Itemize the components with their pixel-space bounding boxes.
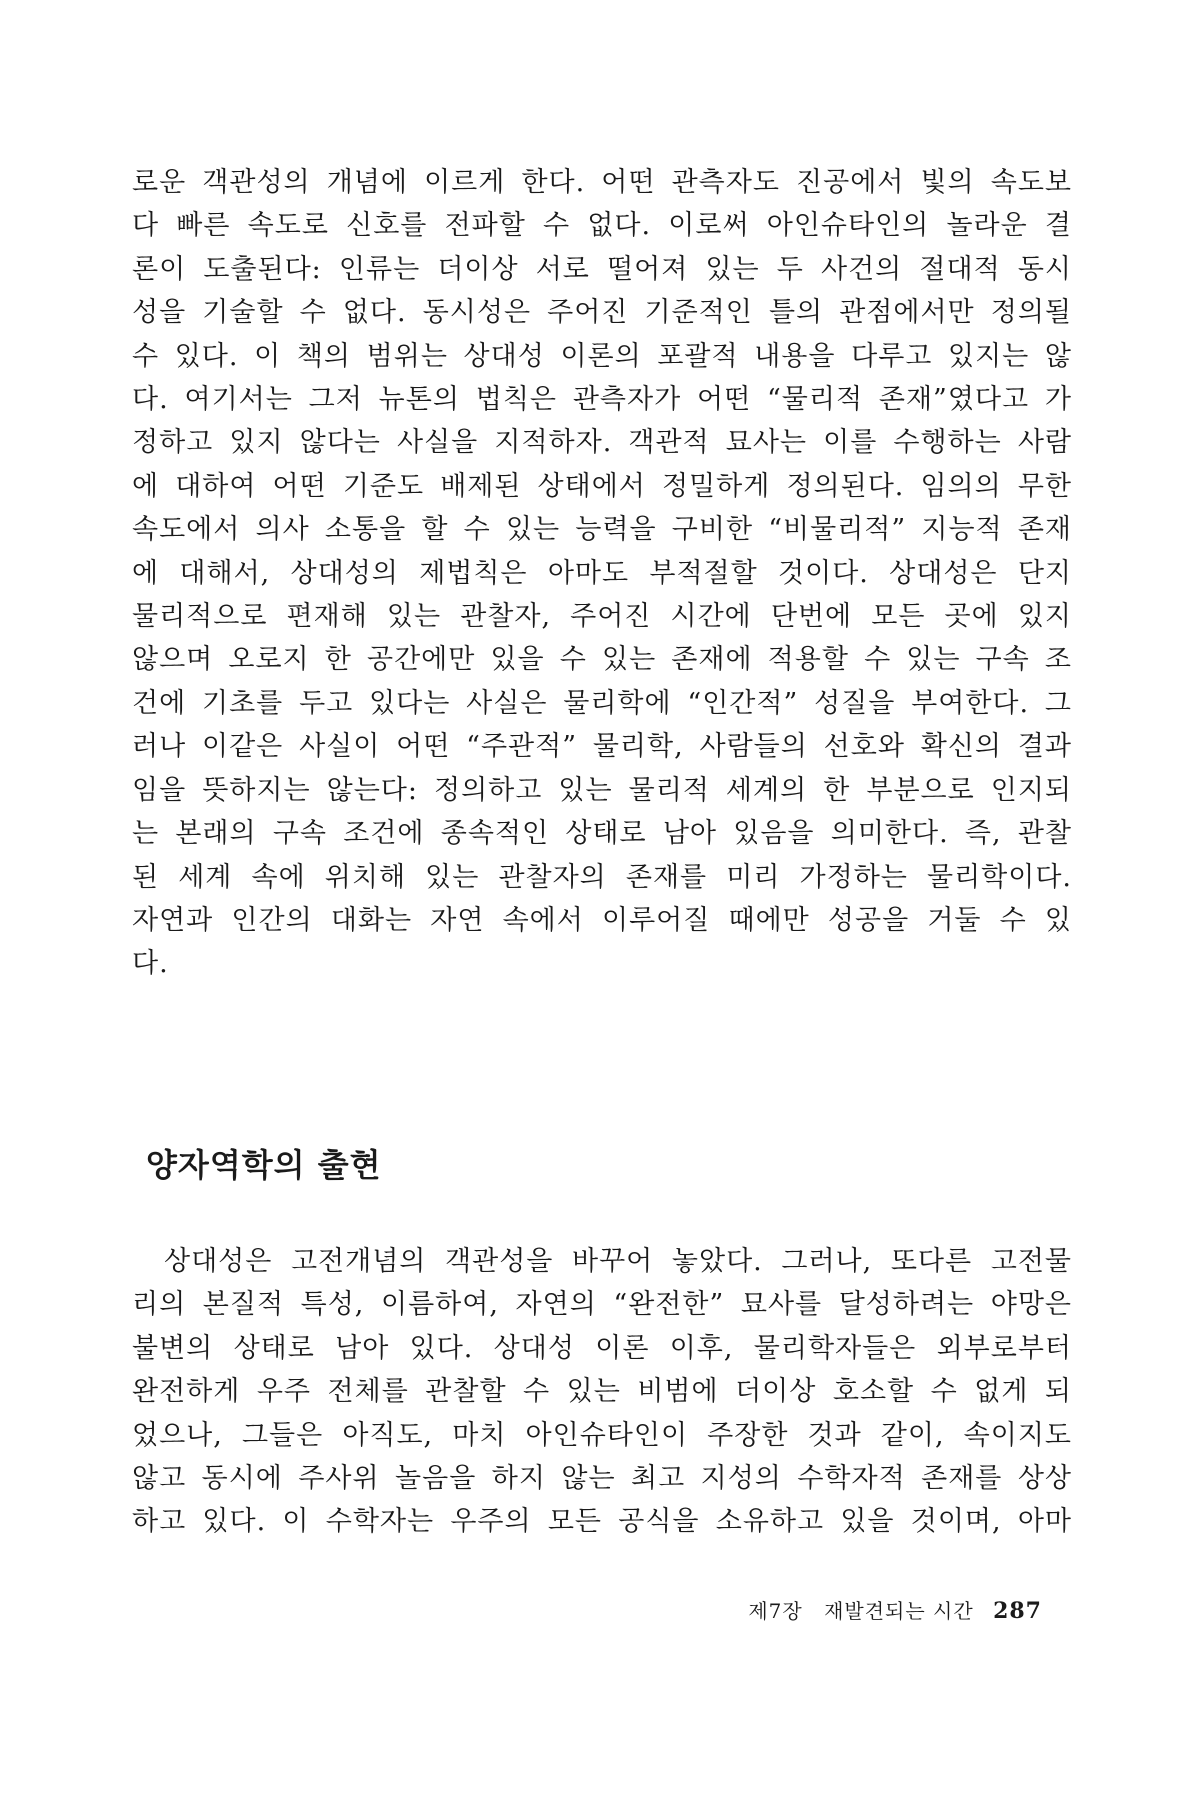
text-line: 불변의 상태로 남아 있다. 상대성 이론 이후, 물리학자들은 외부로부터 (132, 1332, 1072, 1364)
text-line: 상대성은 고전개념의 객관성을 바꾸어 놓았다. 그러나, 또다른 고전물 (164, 1246, 1072, 1277)
text-line: 에 대해서, 상대성의 제법칙은 아마도 부적절할 것이다. 상대성은 단지 (132, 557, 1072, 589)
text-line: 로운 객관성의 개념에 이르게 한다. 어떤 관측자도 진공에서 빛의 속도보 (132, 167, 1072, 198)
footer-chapter-title: 재발견되는 시간 (824, 1599, 974, 1623)
text-line: 정하고 있지 않다는 사실을 지적하자. 객관적 묘사는 이를 수행하는 사람 (132, 427, 1072, 459)
footer-chapter: 제7장 (748, 1599, 803, 1623)
text-line: 된 세계 속에 위치해 있는 관찰자의 존재를 미리 가정하는 물리학이다. (132, 861, 1072, 893)
text-line: 물리적으로 편재해 있는 관찰자, 주어진 시간에 단번에 모든 곳에 있지 (132, 601, 1072, 633)
section-heading: 양자역학의 출현 (146, 1146, 382, 1184)
page-number: 287 (993, 1598, 1042, 1624)
text-line: 하고 있다. 이 수학자는 우주의 모든 공식을 소유하고 있을 것이며, 아마 (132, 1506, 1072, 1538)
text-line: 않고 동시에 주사위 놀음을 하지 않는 최고 지성의 수학자적 존재를 상상 (132, 1463, 1072, 1495)
running-footer (748, 1595, 1042, 1624)
text-line: 에 대하여 어떤 기준도 배제된 상태에서 정밀하게 정의된다. 임의의 무한 (132, 470, 1072, 502)
text-line: 다. 여기서는 그저 뉴톤의 법칙은 관측자가 어떤 “물리적 존재”였다고 가 (132, 384, 1072, 416)
body-paragraph-quantum (132, 1240, 1072, 1544)
text-line: 성을 기술할 수 없다. 동시성은 주어진 기준적인 틀의 관점에서만 정의될 (132, 297, 1072, 329)
text-line: 속도에서 의사 소통을 할 수 있는 능력을 구비한 “비물리적” 지능적 존재 (132, 514, 1072, 546)
text-line: 러나 이같은 사실이 어떤 “주관적” 물리학, 사람들의 선호와 확신의 결과 (132, 731, 1072, 763)
text-line: 자연과 인간의 대화는 자연 속에서 이루어질 때에만 성공을 거둘 수 있 (132, 904, 1072, 936)
text-line: 리의 본질적 특성, 이름하여, 자연의 “완전한” 묘사를 달성하려는 야망은 (132, 1289, 1072, 1321)
text-line: 수 있다. 이 책의 범위는 상대성 이론의 포괄적 내용을 다루고 있지는 않 (132, 340, 1072, 372)
body-paragraph-relativity (132, 161, 1072, 986)
text-line: 임을 뜻하지는 않는다: 정의하고 있는 물리적 세계의 한 부분으로 인지되 (132, 774, 1072, 806)
text-line: 는 본래의 구속 조건에 종속적인 상태로 남아 있음을 의미한다. 즉, 관찰 (132, 818, 1072, 850)
text-line: 었으나, 그들은 아직도, 마치 아인슈타인이 주장한 것과 같이, 속이지도 (132, 1419, 1072, 1451)
text-line: 않으며 오로지 한 공간에만 있을 수 있는 존재에 적용할 수 있는 구속 조 (132, 644, 1072, 676)
text-line: 론이 도출된다: 인류는 더이상 서로 떨어져 있는 두 사건의 절대적 동시 (132, 253, 1072, 285)
text-line: 건에 기초를 두고 있다는 사실은 물리학에 “인간적” 성질을 부여한다. 그 (132, 687, 1072, 719)
text-line: 완전하게 우주 전체를 관찰할 수 있는 비범에 더이상 호소할 수 없게 되 (132, 1376, 1072, 1408)
text-line: 다. (132, 948, 169, 980)
text-line: 다 빠른 속도로 신호를 전파할 수 없다. 이로써 아인슈타인의 놀라운 결 (132, 210, 1072, 242)
